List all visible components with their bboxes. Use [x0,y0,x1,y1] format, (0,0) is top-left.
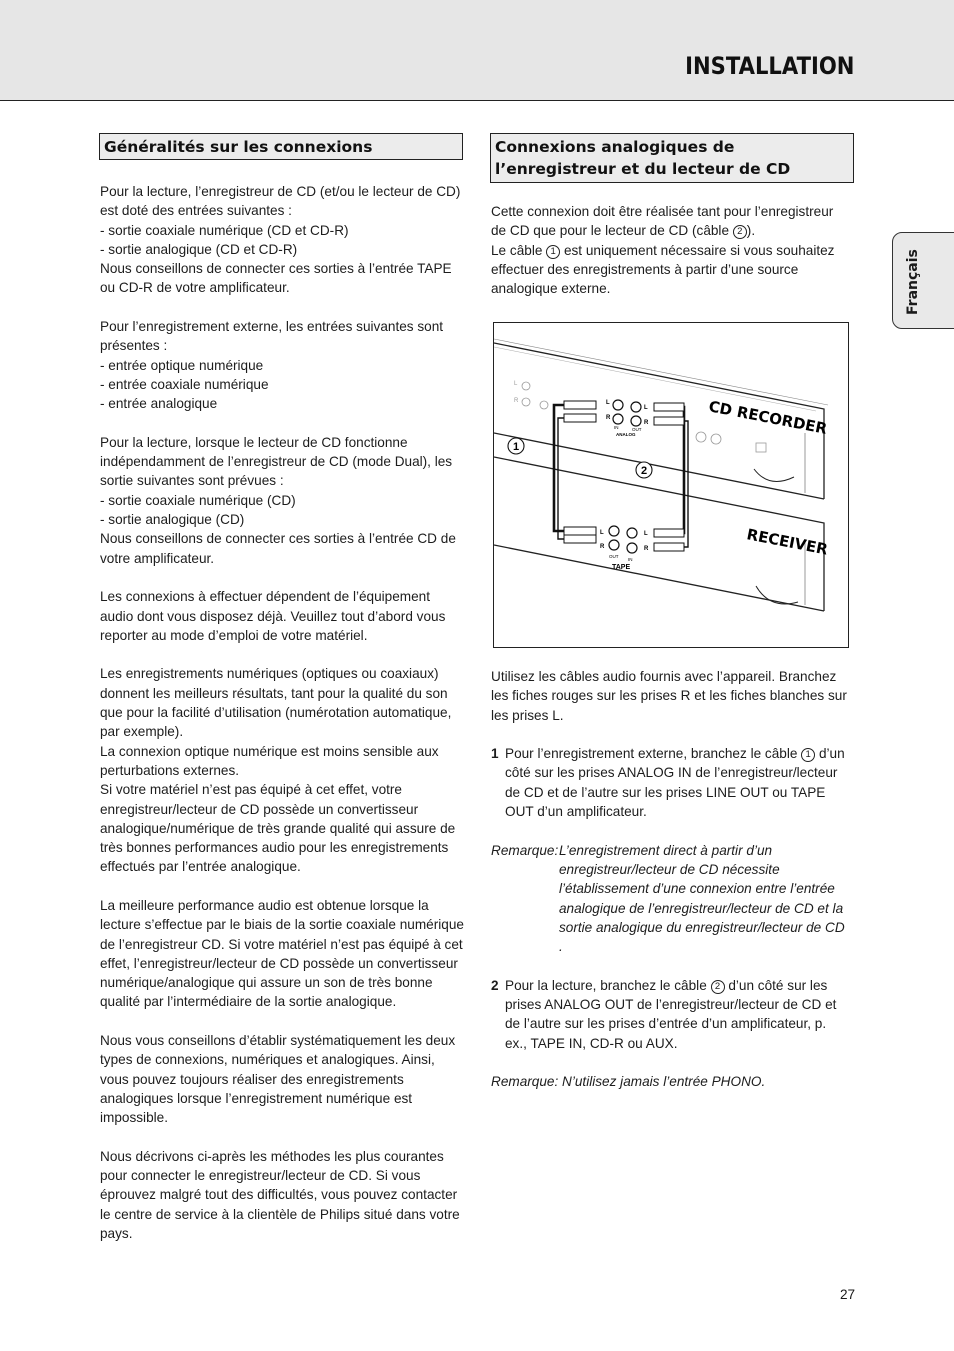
cable-1-marker: 1 [801,748,815,762]
paragraph: Les connexions à effectuer dépendent de l’équipement audio dont vous disposez déjà. Veuillez tout d’abord vous reporter au mode d’emploi de votre matériel. [100,589,446,643]
language-tab-label: Français [905,249,921,315]
port-l-label: L [514,381,518,387]
section-heading-analog: Connexions analogiques de l’enregistreur et du lecteur de CD [490,133,854,183]
page-number: 27 [840,1287,856,1302]
port-r-label: R [600,544,605,550]
port-r-label: R [644,546,649,552]
port-l-label: L [600,530,604,536]
paragraph: Les enregistrements numériques (optiques ou coaxiaux) donnent les meilleurs résultats, tant pour la qualité du son que pour la facilité d’utilisation (numérotation automatique, par exemple). La connexion optique numérique est moins sensible aux perturbations externes. Si votre matériel n’est pas équipé à cet effet, votre enregistreur/lecteur de CD possède un convertisseur analogique/numérique de très grande qualité qui assure de très bonnes performances audio pour les enregistrements effectués par l’entrée analogique. [100,666,456,875]
after-figure-paragraph: Utilisez les câbles audio fournis avec l’appareil. Branchez les fiches rouges sur les prises R et les fiches blanches sur les prises L. [491,669,847,723]
connection-diagram [493,322,849,648]
page-title: INSTALLATION [684,52,854,80]
receiver-label: RECEIVER [745,525,830,559]
tape-label: TAPE [612,564,631,571]
paragraph: Nous vous conseillons d’établir systématiquement les deux types de connexions, numériques et analogiques. Ainsi, vous pouvez toujours réaliser des enregistrements analogiques lorsque l’enregistrement numérique est impossible. [100,1033,456,1126]
port-in-label: IN [614,425,619,430]
cable-1-marker: 1 [546,245,560,259]
paragraph: Pour l’enregistrement externe, les entrées suivantes sont présentes : - entrée optique numérique - entrée coaxiale numérique - entrée analogique [100,319,444,412]
port-out-label: OUT [609,554,619,559]
note-2: Remarque: N’utilisez jamais l’entrée PHONO. [491,1074,766,1090]
note-1: Remarque: L’enregistrement direct à partir d’un enregistreur/lecteur de CD nécessite l’établissement d’une connexion entre l’entrée analogique de l’enregistreur/lecteur de CD et la sortie analogique du enregistreur/lecteur de CD . [491,842,845,955]
paragraph: Nous décrivons ci-après les méthodes les plus courantes pour connecter le enregistreur/lecteur de CD. Si vous éprouvez malgré tout des difficultés, vous pouvez contacter le centre de service à la clientèle de Philips situé dans votre pays. [100,1148,460,1242]
paragraph: Pour la lecture, l’enregistreur de CD (et/ou le lecteur de CD) est doté des entrées suivantes : - sortie coaxiale numérique (CD et CD-R) - sortie analogique (CD et CD-R) Nous conseillons de connecter ces sorties à l’entrée TAPE ou CD-R de votre amplificateur. [100,184,461,296]
port-r-label: R [644,420,649,426]
language-tab[interactable] [892,232,954,329]
port-l-label: L [644,405,648,411]
port-l-label: L [606,400,610,406]
port-r-label: R [514,398,519,404]
intro-paragraph: Le câble 1 est uniquement nécessaire si vous souhaitez effectuer des enregistrements à partir d’une source analogique externe. [491,242,835,297]
port-r-label: R [606,415,611,421]
right-intro [491,202,849,298]
step-2: 2 Pour la lecture, branchez le câble 2 d’un côté sur les prises ANALOG OUT de l’enregistreur/lecteur de CD et de l’autre sur les prises d’entrée d’un amplificateur, p. ex., TAPE IN, CD-R ou AUX. [491,977,837,1051]
right-body [491,667,849,1092]
cable-2-marker: 2 [711,980,725,994]
port-in-label: IN [628,557,633,562]
paragraph: Pour la lecture, lorsque le lecteur de CD fonctionne indépendamment de l’enregistreur de CD (mode Dual), les sortie suivantes sont prévues : - sortie coaxiale numérique (CD) - sortie analogique (CD) Nous conseillons de connecter ces sorties à l’entrée CD de votre amplificateur. [100,434,456,566]
port-out-label: OUT [632,427,642,432]
paragraph: La meilleure performance audio est obtenue lorsque la lecture s’effectue par le biais de la sortie coaxiale numérique de l’enregistreur CD. Si votre matériel n’est pas équipé à cet effet, l’enregistreur/lecteur de CD possède un convertisseur numérique/analogique qui assure un son de très bonne qualité par l’intermédiaire de la sortie analogique. [100,897,464,1010]
analog-label: ANALOG [616,432,636,437]
connection-diagram-svg [494,323,850,649]
header-band [0,0,954,101]
callout-2: 2 [640,465,648,477]
left-column [100,182,466,1243]
callout-1: 1 [512,441,520,453]
cable-2-marker: 2 [733,225,747,239]
intro-paragraph: Cette connexion doit être réalisée tant pour l’enregistreur de CD que pour le lecteur de CD (câble 2 ). [491,204,834,239]
step-1: 1 Pour l’enregistrement externe, branchez le câble 1 d’un côté sur les prises ANALOG IN de l’enregistreur/lecteur de CD et de l’autre sur les prises LINE OUT ou TAPE OUT d’un amplificateur. [491,746,845,820]
port-l-label: L [644,531,648,537]
section-heading-general: Généralités sur les connexions [99,133,463,160]
cd-recorder-label: CD RECORDER [707,397,829,438]
